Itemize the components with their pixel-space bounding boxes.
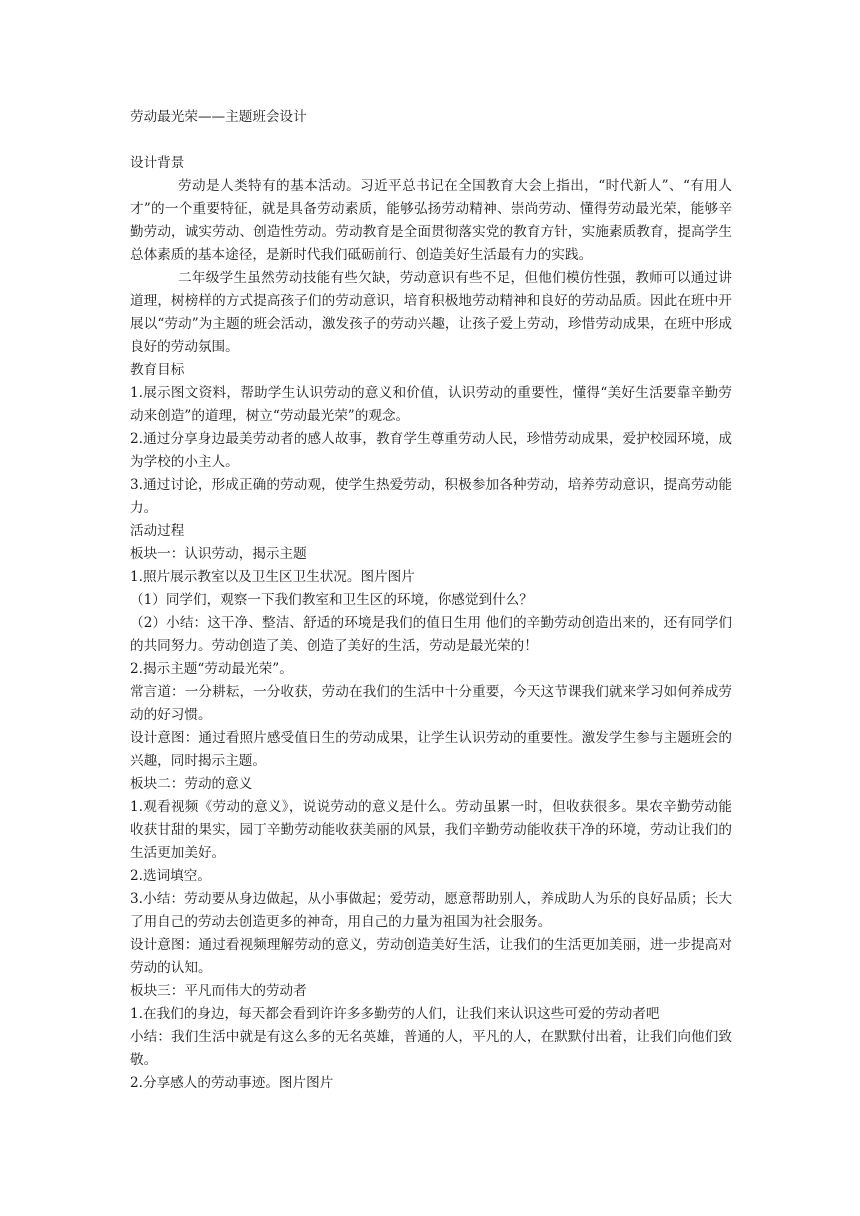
section-heading-background: 设计背景 [130, 155, 185, 171]
goal-item-1: 1.展示图文资料，帮助学生认识劳动的意义和价值，认识劳动的重要性，懂得“美好生活要靠辛勤劳动来创造”的道理，树立“劳动最光荣”的观念。 [130, 385, 732, 424]
goal-item-3: 3.通过讨论，形成正确的劳动观，使学生热爱劳动，积极参加各种劳动，培养劳动意识，提高劳动能力。 [130, 477, 732, 516]
block-1-question-1: （1）同学们，观察一下我们教室和卫生区的环境，你感觉到什么？ [130, 592, 533, 608]
block-3-item-2: 2.分享感人的劳动事迹。图片图片 [130, 1075, 334, 1091]
block-3-summary: 小结：我们生活中就是有这么多的无名英雄，普通的人，平凡的人，在默默付出着，让我们向他们致敬。 [130, 1029, 732, 1068]
block-2-item-2: 2.选词填空。 [130, 868, 211, 884]
section-heading-goals: 教育目标 [130, 362, 185, 378]
block-1-item-1: 1.照片展示教室以及卫生区卫生状况。图片图片 [130, 569, 415, 585]
block-2-heading: 板块二：劳动的意义 [130, 776, 253, 792]
document-body [130, 106, 732, 1095]
section-heading-process: 活动过程 [130, 523, 185, 539]
block-3-item-1: 1.在我们的身边，每天都会看到许许多多勤劳的人们，让我们来认识这些可爱的劳动者吧 [130, 1006, 660, 1022]
block-3-heading: 板块三：平凡而伟大的劳动者 [130, 983, 307, 999]
background-paragraph-2: 二年级学生虽然劳动技能有些欠缺，劳动意识有些不足，但他们模仿性强，教师可以通过讲道理，树榜样的方式提高孩子们的劳动意识，培育积极地劳动精神和良好的劳动品质。因此在班中开展以“劳动”为主题的班会活动，激发孩子的劳动兴趣，让孩子爱上劳动，珍惜劳动成果，在班中形成良好的劳动氛围。 [130, 270, 732, 355]
background-paragraph-1: 劳动是人类特有的基本活动。习近平总书记在全国教育大会上指出，“时代新人”、“有用人才”的一个重要特征，就是具备劳动素质，能够弘扬劳动精神、崇尚劳动、懂得劳动最光荣，能够辛勤劳动，诚实劳动、创造性劳动。劳动教育是全面贯彻落实党的教育方针，实施素质教育，提高学生总体素质的基本途径，是新时代我们砥砺前行、创造美好生活最有力的实践。 [130, 178, 732, 263]
block-1-question-2: （2）小结：这干净、整洁、舒适的环境是我们的值日生用 他们的辛勤劳动创造出来的，还有同学们的共同努力。劳动创造了美、创造了美好的生活，劳动是最光荣的！ [130, 615, 732, 654]
goal-item-2: 2.通过分享身边最美劳动者的感人故事，教育学生尊重劳动人民，珍惜劳动成果，爱护校园环境，成为学校的小主人。 [130, 431, 732, 470]
block-2-item-1: 1.观看视频《劳动的意义》，说说劳动的意义是什么。劳动虽累一时，但收获很多。果农辛勤劳动能收获甘甜的果实，园丁辛勤劳动能收获美丽的风景，我们辛勤劳动能收获干净的环境，劳动让我们的生活更加美好。 [130, 799, 732, 861]
block-2-design-intent: 设计意图：通过看视频理解劳动的意义，劳动创造美好生活，让我们的生活更加美丽，进一步提高对劳动的认知。 [130, 937, 732, 976]
block-1-heading: 板块一：认识劳动，揭示主题 [130, 546, 307, 562]
block-1-design-intent: 设计意图：通过看照片感受值日生的劳动成果，让学生认识劳动的重要性。激发学生参与主题班会的兴趣，同时揭示主题。 [130, 730, 732, 769]
block-1-item-2: 2.揭示主题“劳动最光荣”。 [130, 661, 293, 677]
block-1-saying: 常言道：一分耕耘，一分收获，劳动在我们的生活中十分重要，今天这节课我们就来学习如何养成劳动的好习惯。 [130, 684, 732, 723]
document-title: 劳动最光荣——主题班会设计 [130, 109, 307, 125]
block-2-item-3: 3.小结：劳动要从身边做起，从小事做起；爱劳动，愿意帮助别人，养成助人为乐的良好品质；长大了用自己的劳动去创造更多的神奇，用自己的力量为祖国为社会服务。 [130, 891, 732, 930]
